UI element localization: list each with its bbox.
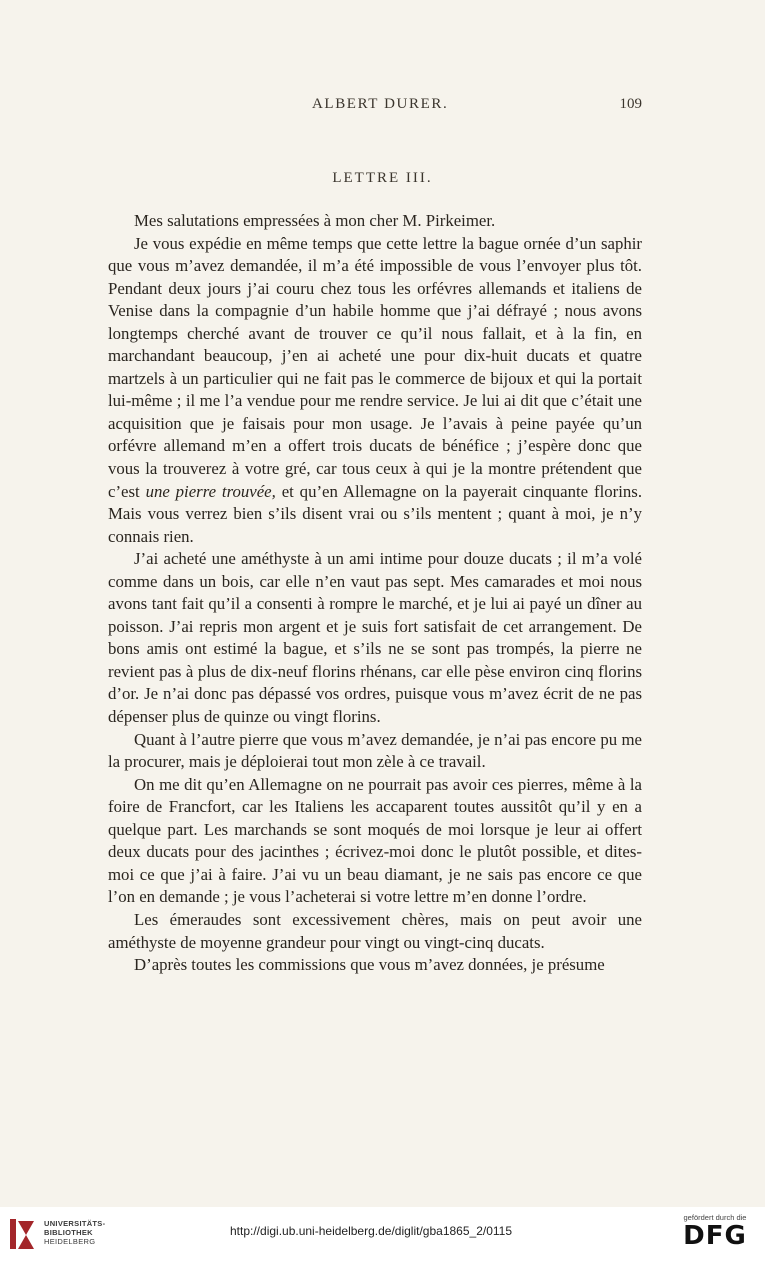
letter-body	[108, 210, 642, 977]
running-head-title: ALBERT DURER.	[312, 96, 449, 112]
library-name-line: BIBLIOTHEK	[44, 1228, 93, 1237]
viewer-footer	[0, 1207, 765, 1261]
paragraph-amethyst: J’ai acheté une améthyste à un ami intime pour douze ducats ; il m’a volé comme dans un bois, car elle n’en vaut pas sept. Mes camarades et moi nous avons tant fait qu’il a consenti à rompre le marché, et je lui ai payé un dîner au poisson. J’ai repris mon argent et je suis fort satisfait de cet arrangement. De bons amis ont estimé la bague, et s’ils ne se sont pas trompés, la pierre ne revient pas à plus de dix-neuf florins rhénans, car elle pèse environ cinq florins d’or. Je n’ai donc pas dépassé vos ordres, puisque vous m’avez écrit de ne pas dépenser plus de quinze ou vingt florins.	[108, 549, 642, 727]
paragraph-emeralds: Les émeraudes sont excessivement chères, mais on peut avoir une améthyste de moyenne grandeur pour vingt ou vingt-cinq ducats.	[108, 909, 642, 952]
library-logo-icon	[8, 1215, 38, 1253]
document-url[interactable]: http://digi.ub.uni-heidelberg.de/diglit/gba1865_2/0115	[230, 1224, 512, 1238]
paragraph-commissions: D’après toutes les commissions que vous m’avez données, je présume	[134, 955, 605, 975]
library-name	[44, 1219, 105, 1246]
dfg-funding	[675, 1213, 755, 1250]
running-head	[108, 96, 642, 118]
paragraph-other-stone: Quant à l’autre pierre que vous m’avez demandée, je n’ai pas encore pu me la procurer, mais je déploierai tout mon zèle à ce travail.	[108, 729, 642, 772]
paragraph-text: Je vous expédie en même temps que cette lettre la bague ornée d’un saphir que vous m’avez demandée, il m’a été impossible de vous l’envoyer plus tôt. Pendant deux jours j’ai couru chez tous les orfévres allemands et italiens de Venise dans la compagnie d’un habile homme que j’ai défrayé ; nous avons longtemps cherché avant de trouver ce qu’il nous fallait, et à la fin, en marchandant beaucoup, j’en ai acheté une pour dix-huit ducats et quatre martzels à un particulier qui ne fait pas le commerce de bijoux et qui la portait lui-même ; il me l’a vendue pour me rendre service. Je lui ai dit que c’était une acquisition que je faisais pour mon usage. Je l’avais à peine payée qu’un orfévre allemand m’en a offert trois ducats de bénéfice ; j’espère donc que vous la trouverez à votre gré, car tous ceux à qui je la montre prétendent que c’est	[108, 233, 642, 501]
paragraph-salutation: Mes salutations empressées à mon cher M. Pirkeimer.	[134, 211, 496, 230]
page-number: 109	[619, 96, 642, 112]
funding-caption: gefördert durch die	[683, 1213, 747, 1222]
letter-title: LETTRE III.	[332, 170, 433, 186]
paragraph-frankfurt-fair: On me dit qu’en Allemagne on ne pourrait pas avoir ces pierres, même à la foire de Francfort, car les Italiens les accaparent toutes aussitôt qu’il y en a quelque part. Les marchands se sont moqués de moi lorsque je leur ai offert deux ducats pour des jacinthes ; écrivez-moi donc le plutôt possible, et dites-moi ce que j’ai à faire. J’ai vu un beau diamant, je ne sais pas encore ce que l’on en demande ; je vous l’acheterai si votre lettre m’en donne l’ordre.	[108, 774, 642, 907]
library-name-line: HEIDELBERG	[44, 1237, 96, 1246]
italic-phrase: une pierre trouvée,	[145, 481, 276, 501]
library-name-line: UNIVERSITÄTS-	[44, 1219, 106, 1228]
paragraph-sapphire-ring	[108, 233, 642, 549]
dfg-logo-icon: DFG	[683, 1221, 747, 1251]
paragraph-text: et qu’en Allemagne on la payerait cinquante florins. Mais vous verrez bien s’ils disent vrai ou s’ils mentent ; quant à moi, je n’y connais rien.	[108, 481, 643, 546]
